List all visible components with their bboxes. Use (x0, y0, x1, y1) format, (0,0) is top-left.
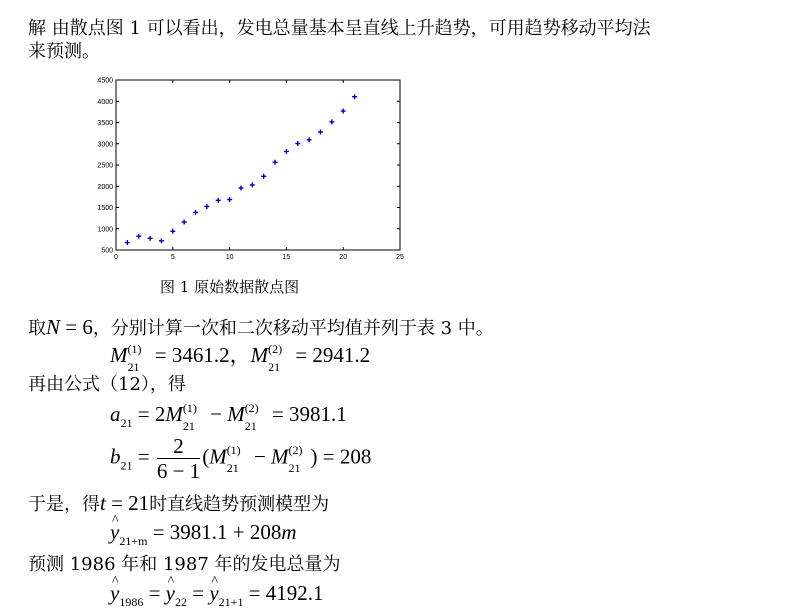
x-tick-label: 0 (114, 254, 118, 261)
data-point (125, 240, 130, 245)
model-equation: ^ $y_{21+m} = 3981.1 + 208m$ (110, 519, 297, 554)
y-tick-label: 1500 (97, 205, 113, 212)
data-point (193, 210, 198, 215)
figure-caption: 图 1 原始数据散点图 (160, 278, 300, 296)
data-point (238, 186, 243, 191)
y-tick-label: 4000 (97, 98, 113, 106)
data-point (148, 236, 153, 241)
data-point (204, 204, 209, 209)
data-point (136, 234, 141, 239)
data-point (182, 219, 187, 224)
y-tick-label: 500 (101, 247, 113, 255)
y-tick-label: 2500 (97, 162, 113, 170)
y-tick-label: 1000 (97, 226, 113, 234)
data-point (352, 94, 357, 99)
b-equation: $b_{21}$ = $\frac{2}{6 - 1}$ (M (1) 21 − M (2) 21 ) = 208 (110, 434, 372, 483)
data-point (261, 174, 266, 179)
a-equation: $a_{21} = 2M$ (1) 21 − M (2) 21 = 3981.1 (110, 401, 347, 433)
scatter-chart (82, 76, 412, 266)
data-point (341, 109, 346, 114)
x-tick-label: 10 (225, 254, 234, 261)
data-point (170, 229, 175, 234)
data-point (295, 141, 300, 146)
intro-line-2: 来预测。 (28, 41, 100, 62)
data-point (216, 198, 221, 203)
data-point (159, 238, 164, 243)
y-tick-label: 2000 (97, 183, 113, 191)
data-point (227, 197, 232, 202)
x-tick-label: 15 (282, 254, 291, 261)
moving-average-equation: M (1) 21 = 3461.2，M (2) 21 = 2941.2 (110, 342, 371, 374)
data-point (318, 129, 323, 134)
text-formula-ref: 再由公式（12），得 (28, 374, 186, 395)
y-tick-label: 3500 (97, 120, 113, 127)
y-tick-label: 3000 (97, 141, 113, 149)
data-point (307, 137, 312, 142)
intro-line-1: 解 由散点图 1 可以看出，发电总量基本呈直线上升趋势，可用趋势移动平均法 (28, 18, 651, 39)
fraction: $\frac{2}{6 - 1}$ (156, 434, 201, 483)
data-point (284, 149, 289, 154)
y-tick-label: 4500 (97, 77, 113, 85)
x-tick-label: 5 (170, 254, 175, 261)
data-point (329, 119, 334, 124)
plot-frame (116, 80, 400, 250)
prediction-equation: ^ $y_{1986}$ = ^ $y_{22}$ = ^ $y_{21+1} = 4192.1$ (110, 580, 324, 615)
x-tick-label: 25 (396, 254, 404, 261)
text-choose-n: 取N = 6，分别计算一次和二次移动平均值并列于表 3 中。 (28, 315, 494, 339)
text-model: 于是，得t = 21时直线趋势预测模型为 (28, 491, 330, 515)
x-tick-label: 20 (339, 254, 348, 261)
data-point (250, 182, 255, 187)
text-predict: 预测 1986 年和 1987 年的发电总量为 (28, 554, 341, 575)
data-point (273, 160, 278, 165)
